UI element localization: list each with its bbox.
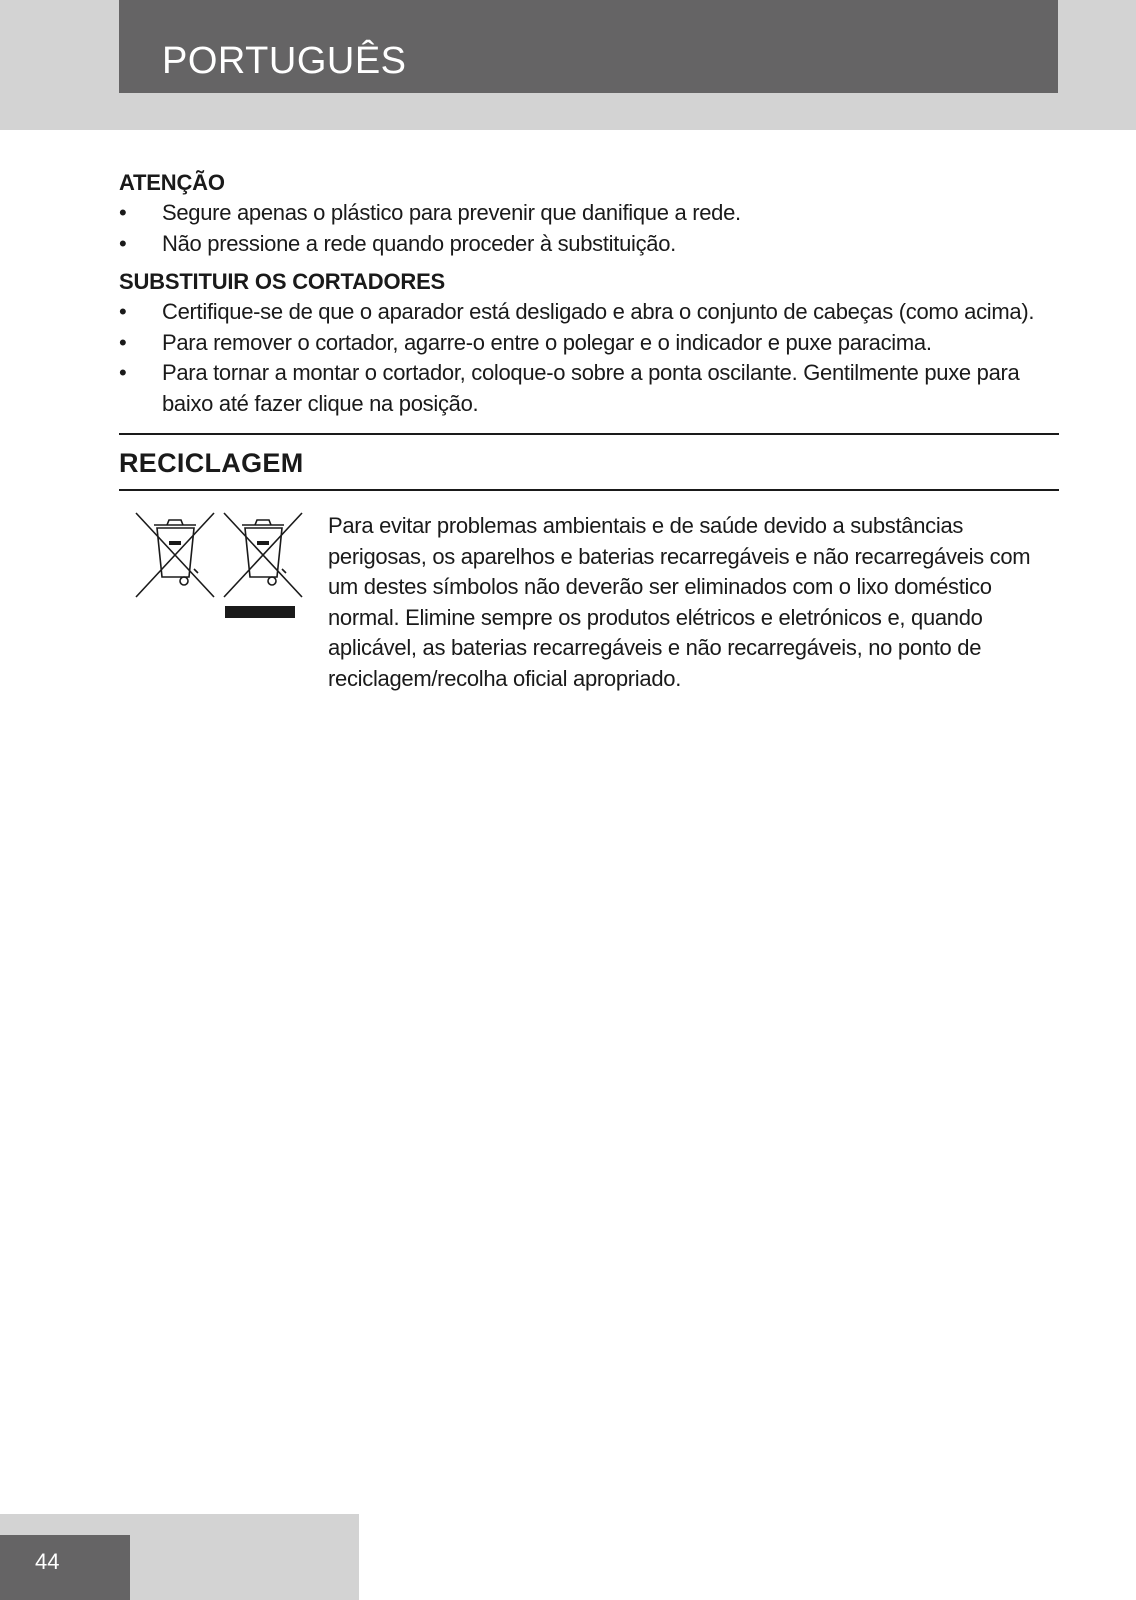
- bullet-symbol: •: [119, 329, 127, 355]
- crossed-out-wheelie-bin-icon: [136, 513, 214, 597]
- page-number-box: [0, 1535, 130, 1600]
- language-bar: [119, 0, 1058, 93]
- page-number: 44: [35, 1549, 60, 1574]
- list-item-text: Certifique-se de que o aparador está desligado e abra o conjunto de cabeças (como acima).: [162, 299, 1035, 324]
- list-item-text: Para tornar a montar o cortador, coloque-o sobre a ponta oscilante. Gentilmente puxe para baixo até fazer clique na posição.: [162, 360, 1020, 416]
- bullet-symbol: •: [119, 200, 127, 225]
- list-item: [119, 198, 1059, 229]
- bullet-symbol: •: [119, 299, 127, 324]
- list-item-text: Para remover o cortador, agarre-o entre o polegar e o indicador e puxe paracima.: [162, 329, 932, 355]
- replace-cutters-list: [119, 297, 1059, 419]
- attention-list: [119, 198, 1059, 259]
- bullet-symbol: •: [119, 360, 127, 385]
- list-item-text: Não pressione a rede quando proceder à substituição.: [162, 230, 676, 256]
- list-item-text: Segure apenas o plástico para prevenir que danifique a rede.: [162, 200, 741, 225]
- language-title: PORTUGUÊS: [162, 40, 407, 82]
- list-item: [119, 328, 1059, 359]
- section-divider-bottom: [119, 489, 1059, 491]
- recycling-title: RECICLAGEM: [119, 448, 304, 478]
- weee-symbols: [134, 511, 304, 621]
- recycling-block: [119, 511, 1059, 701]
- replace-cutters-heading: SUBSTITUIR OS CORTADORES: [119, 269, 446, 294]
- page-content: [119, 168, 1059, 701]
- crossed-out-wheelie-bin-with-bar-icon: [224, 513, 302, 618]
- attention-heading: ATENÇÃO: [119, 170, 225, 195]
- bullet-symbol: •: [119, 230, 127, 256]
- list-item: [119, 297, 1059, 328]
- list-item: [119, 358, 1059, 419]
- list-item: [119, 229, 1059, 260]
- recycling-text: Para evitar problemas ambientais e de saúde devido a substâncias perigosas, os aparelhos e baterias recarregáveis e não recarregáveis com um destes símbolos não deverão ser eliminados com o lixo doméstico normal. Elimine sempre os produtos elétricos e eletrónicos e, quando aplicável, as baterias recarregáveis e não recarregáveis, no ponto de reciclagem/recolha oficial apropriado.: [328, 513, 1031, 691]
